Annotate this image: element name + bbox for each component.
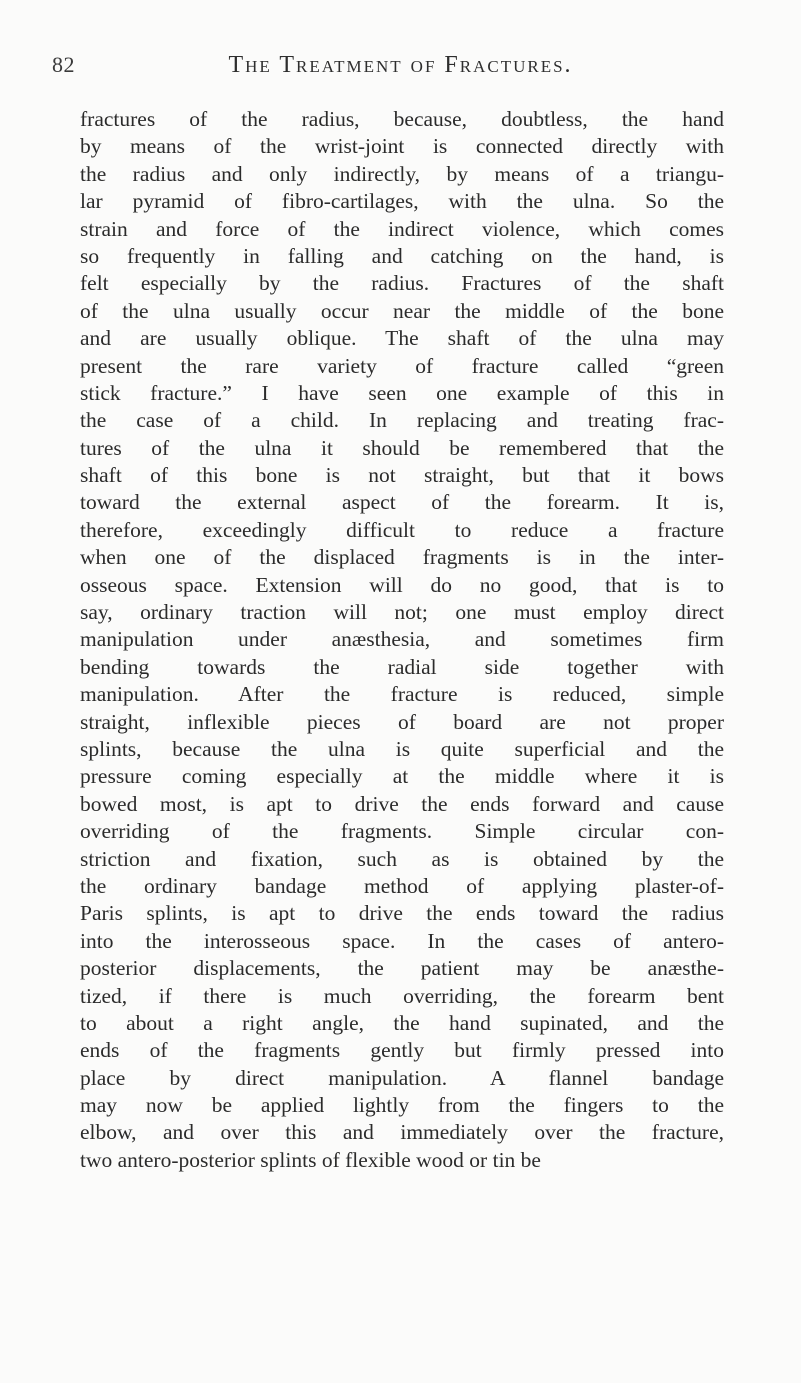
text-line: the radius and only indirectly, by means of a triangu- <box>80 161 724 186</box>
text-line: place by direct manipulation. A flannel bandage <box>80 1065 724 1090</box>
text-line: Paris splints, is apt to drive the ends toward the radius <box>80 901 724 926</box>
text-line: and are usually oblique. The shaft of the ulna may <box>80 326 724 351</box>
text-line: strain and force of the indirect violence, which comes <box>80 216 724 241</box>
text-line: manipulation. After the fracture is reduced, simple <box>80 682 724 707</box>
text-line: the ordinary bandage method of applying plaster-of- <box>80 873 724 898</box>
text-line: tures of the ulna it should be remembered that the <box>80 435 724 460</box>
text-line: overriding of the fragments. Simple circular con- <box>80 819 724 844</box>
text-line: by means of the wrist-joint is connected directly with <box>80 134 724 159</box>
text-line: osseous space. Extension will do no good, that is to <box>80 572 724 597</box>
text-line: posterior displacements, the patient may be anæsthe- <box>80 956 724 981</box>
text-line: two antero-posterior splints of flexible wood or tin be <box>80 1147 541 1172</box>
text-line: so frequently in falling and catching on the hand, is <box>80 243 724 268</box>
text-line: the case of a child. In replacing and treating frac- <box>80 408 724 433</box>
text-line: say, ordinary traction will not; one must employ direct <box>80 600 724 625</box>
text-line: elbow, and over this and immediately over the fracture, <box>80 1120 724 1145</box>
text-line: to about a right angle, the hand supinated, and the <box>80 1010 724 1035</box>
text-line: when one of the displaced fragments is in the inter- <box>80 545 724 570</box>
text-line: of the ulna usually occur near the middle of the bone <box>80 298 724 323</box>
text-line: into the interosseous space. In the cases of antero- <box>80 928 724 953</box>
text-line: splints, because the ulna is quite superficial and the <box>80 736 724 761</box>
text-line: fractures of the radius, because, doubtless, the hand <box>80 107 724 131</box>
text-line: pressure coming especially at the middle where it is <box>80 764 724 789</box>
text-line: toward the external aspect of the forearm. It is, <box>80 490 724 515</box>
text-line: tized, if there is much overriding, the forearm bent <box>80 983 724 1008</box>
text-line: may now be applied lightly from the fingers to the <box>80 1093 724 1118</box>
text-line: shaft of this bone is not straight, but that it bows <box>80 463 724 488</box>
text-line: straight, inflexible pieces of board are not proper <box>80 709 724 734</box>
text-line: felt especially by the radius. Fractures of the shaft <box>80 271 724 296</box>
text-line: therefore, exceedingly difficult to reduce a fracture <box>80 517 724 542</box>
page-number: 82 <box>52 52 75 77</box>
body-text <box>80 106 724 1174</box>
text-line: lar pyramid of fibro-cartilages, with the ulna. So the <box>80 189 724 214</box>
text-line: bowed most, is apt to drive the ends forward and cause <box>80 791 724 816</box>
text-line: ends of the fragments gently but firmly pressed into <box>80 1038 724 1063</box>
text-line: stick fracture.” I have seen one example of this in <box>80 380 724 405</box>
text-line: manipulation under anæsthesia, and sometimes firm <box>80 627 724 652</box>
text-line: striction and fixation, such as is obtained by the <box>80 846 724 871</box>
running-head <box>52 52 749 92</box>
text-line: bending towards the radial side together with <box>80 654 724 679</box>
text-line: present the rare variety of fracture called “green <box>80 353 724 378</box>
running-title: The Treatment of Fractures. <box>228 52 573 78</box>
